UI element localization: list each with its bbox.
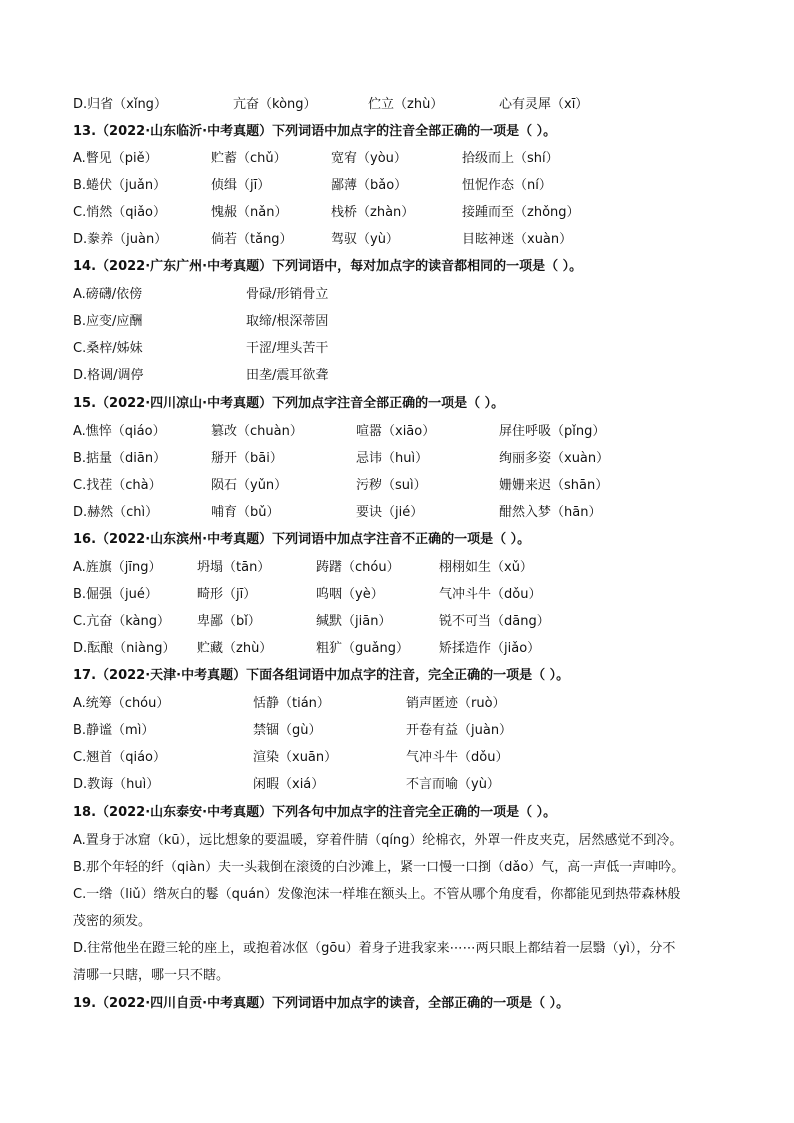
- sentence-option: A.置身于冰窟（kū），远比想象的要温暖，穿着件腈（qíng）纶棉衣，外罩一件皮夹克，居然感觉不到冷。: [73, 833, 683, 848]
- question-stem: 19.（2022·四川自贡·中考真题）下列词语中加点字的读音，全部正确的一项是（ ）。: [73, 996, 570, 1011]
- option-item: A.统筹（chóu）: [73, 696, 170, 711]
- question-stem: 15.（2022·四川凉山·中考真题）下列加点字注音全部正确的一项是（ ）。: [73, 396, 505, 411]
- option-item: 坍塌（tān）: [197, 560, 271, 575]
- option-item: 污秽（suì）: [356, 478, 427, 493]
- option-item: B.静谧（mì）: [73, 723, 155, 738]
- option-item: 拾级而上（shí）: [462, 151, 559, 166]
- option-item: C.翘首（qiáo）: [73, 750, 166, 765]
- option-item: 忸怩作态（ní）: [462, 178, 552, 193]
- option-item: 亢奋（kòng）: [233, 97, 317, 112]
- sentence-option: C.一绺（liǔ）绺灰白的鬈（quán）发像泡沫一样堆在额头上。不管从哪个角度看，你都能见到热带森林般: [73, 887, 681, 902]
- option-item: 呜咽（yè）: [316, 587, 384, 602]
- option-item: 闲暇（xiá）: [253, 777, 325, 792]
- option-item: 掰开（bāi）: [211, 451, 283, 466]
- question-stem: 18.（2022·山东泰安·中考真题）下列各句中加点字的注音完全正确的一项是（ ）。: [73, 805, 557, 820]
- option-item: 栈桥（zhàn）: [331, 205, 415, 220]
- option-item: 驾驭（yù）: [331, 232, 399, 247]
- option-item: 取缔/根深蒂固: [246, 314, 329, 329]
- option-item: 田垄/震耳欲聋: [246, 368, 329, 383]
- option-item: 骨碌/形销骨立: [246, 287, 329, 302]
- option-item: 绚丽多姿（xuàn）: [499, 451, 610, 466]
- option-item: B.倔强（jué）: [73, 587, 158, 602]
- option-item: C.悄然（qiǎo）: [73, 205, 166, 220]
- option-item: A.磅礴/依傍: [73, 287, 143, 302]
- option-item: D.豢养（juàn）: [73, 232, 168, 247]
- question-stem: 17.（2022·天津·中考真题）下面各组词语中加点字的注音，完全正确的一项是（ ）。: [73, 668, 570, 683]
- option-item: 侦缉（jī）: [211, 178, 271, 193]
- option-item: 锐不可当（dāng）: [439, 614, 550, 629]
- sentence-option: 茂密的须发。: [73, 914, 152, 929]
- option-item: D.格调/调停: [73, 368, 144, 383]
- option-item: A.瞥见（piě）: [73, 151, 158, 166]
- option-item: B.应变/应酬: [73, 314, 143, 329]
- option-item: 鄙薄（bǎo）: [331, 178, 408, 193]
- option-item: D.教诲（huì）: [73, 777, 160, 792]
- option-item: 贮蓄（chǔ）: [211, 151, 287, 166]
- option-item: D.赫然（chì）: [73, 505, 159, 520]
- option-item: C.亢奋（kàng）: [73, 614, 170, 629]
- option-item: D.酝酿（niàng）: [73, 641, 176, 656]
- question-stem: 16.（2022·山东滨州·中考真题）下列词语中加点字注音不正确的一项是（ ）。: [73, 532, 531, 547]
- sentence-option: 清哪一只瞎，哪一只不瞎。: [73, 968, 230, 983]
- option-item: 愧赧（nǎn）: [211, 205, 288, 220]
- question-stem: 13.（2022·山东临沂·中考真题）下列词语中加点字的注音全部正确的一项是（ ）。: [73, 124, 557, 139]
- option-item: A.旌旗（jīng）: [73, 560, 162, 575]
- option-item: 干涩/埋头苦干: [246, 341, 329, 356]
- option-item: 篡改（chuàn）: [211, 424, 303, 439]
- option-item: C.桑梓/姊妹: [73, 341, 143, 356]
- option-item: 接踵而至（zhǒng）: [462, 205, 580, 220]
- option-item: 气冲斗牛（dǒu）: [406, 750, 509, 765]
- option-item: 喧嚣（xiāo）: [356, 424, 436, 439]
- option-item: D.归省（xǐng）: [73, 97, 167, 112]
- option-item: 禁锢（gù）: [253, 723, 322, 738]
- option-item: A.憔悴（qiáo）: [73, 424, 166, 439]
- option-item: 倘若（tǎng）: [211, 232, 293, 247]
- option-item: 缄默（jiān）: [316, 614, 392, 629]
- option-item: 卑鄙（bǐ）: [197, 614, 261, 629]
- option-item: 粗犷（guǎng）: [316, 641, 409, 656]
- option-item: 姗姗来迟（shān）: [499, 478, 609, 493]
- option-item: 心有灵犀（xī）: [499, 97, 589, 112]
- option-item: 忌讳（huì）: [356, 451, 429, 466]
- option-item: 渲染（xuān）: [253, 750, 338, 765]
- option-item: 伫立（zhù）: [368, 97, 444, 112]
- option-item: 踌躇（chóu）: [316, 560, 400, 575]
- option-item: B.蜷伏（juǎn）: [73, 178, 167, 193]
- sentence-option: D.往常他坐在蹬三轮的座上，或抱着冰伛（gōu）着身子进我家来⋯⋯两只眼上都结着一层翳（yì），分不: [73, 941, 676, 956]
- question-stem: 14.（2022·广东广州·中考真题）下列词语中，每对加点字的读音都相同的一项是（ ）。: [73, 259, 583, 274]
- option-item: 贮藏（zhù）: [197, 641, 273, 656]
- option-item: 宽宥（yòu）: [331, 151, 407, 166]
- sentence-option: B.那个年轻的纤（qiàn）夫一头栽倒在滚烫的白沙滩上，紧一口慢一口捯（dǎo）气，高一声低一声呻吟。: [73, 860, 685, 875]
- option-item: 矫揉造作（jiǎo）: [439, 641, 541, 656]
- option-item: 陨石（yǔn）: [211, 478, 288, 493]
- option-item: 开卷有益（juàn）: [406, 723, 513, 738]
- option-item: 酣然入梦（hān）: [499, 505, 602, 520]
- option-item: 栩栩如生（xǔ）: [439, 560, 533, 575]
- option-item: 气冲斗牛（dǒu）: [439, 587, 542, 602]
- option-item: B.掂量（diān）: [73, 451, 167, 466]
- option-item: 不言而喻（yù）: [406, 777, 500, 792]
- option-item: 畸形（jī）: [197, 587, 257, 602]
- option-item: 要诀（jié）: [356, 505, 424, 520]
- option-item: 哺育（bǔ）: [211, 505, 280, 520]
- option-item: 销声匿迹（ruò）: [406, 696, 506, 711]
- option-item: 恬静（tián）: [253, 696, 330, 711]
- option-item: C.找茬（chà）: [73, 478, 162, 493]
- option-item: 目眩神迷（xuàn）: [462, 232, 573, 247]
- option-item: 屏住呼吸（pǐng）: [499, 424, 606, 439]
